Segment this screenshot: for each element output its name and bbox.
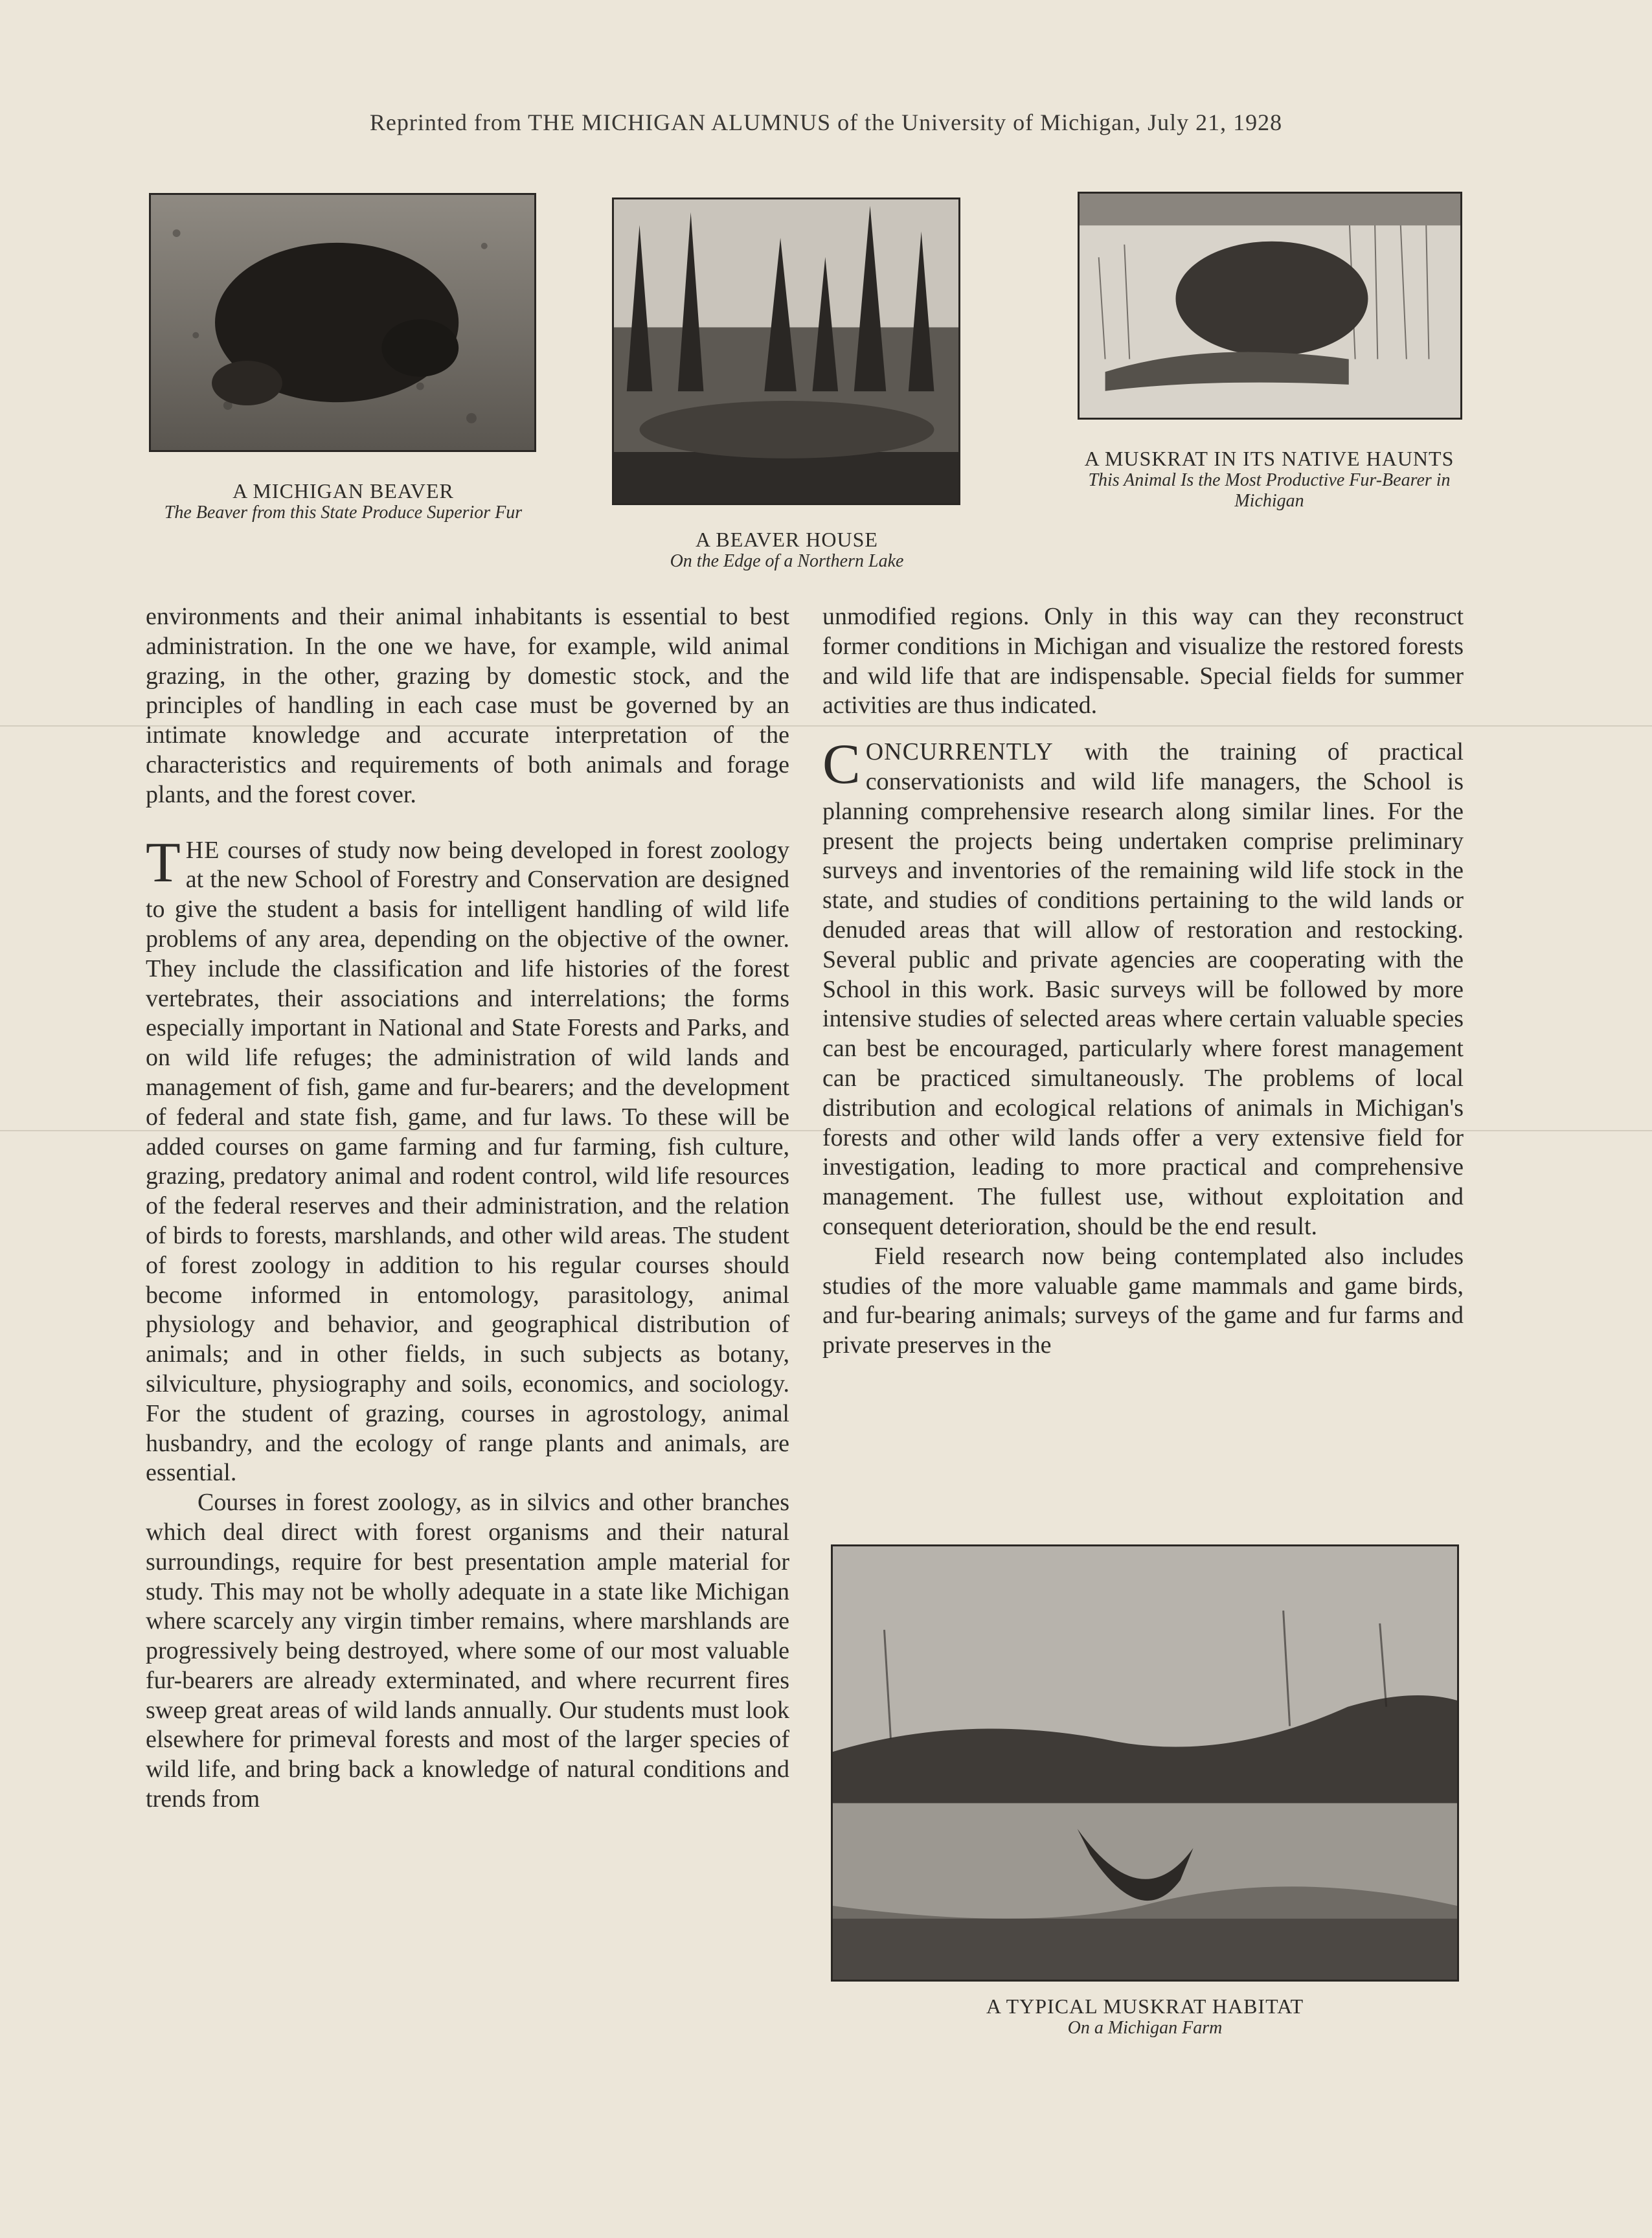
drop-cap-t: T [146,831,181,894]
small-caps-lead: HE [185,836,220,864]
muskrat-habitat-caption [831,1995,1459,2039]
right-paragraph-2-text: with the training of practical conservationists and wild life managers, the School is planning comprehensive research along similar lines. For the present the projects being undertaken comprise preliminary surveys and inventories of the remaining wild life stock in the state, and studies of conditions pertaining to the wild lands or denuded areas that will allow of restoration and restocking. Several public and private agencies are cooperating with the School in this work. Basic surveys will be followed by more intensive studies of selected areas where certain valuable species can best be encouraged, particularly where forest management can be practiced simultaneously. The problems of local distribution and ecological relations of animals in Michigan's forests and other wild lands offer a very extensive field for investigation, leading to more practical and comprehensive management. The fullest use, without exploitation and consequent deterioration, should be the end result. [822,738,1464,1240]
left-paragraph-2-text: courses of study now being developed in forest zoology at the new School of Forestry and Conservation are designed to give the student a basis for intelligent handling of wild life problems of any area, depending on the objective of the owner. They include the classification and life histories of the forest vertebrates, their associations and interrelations; the forms especially important in National and State Forests and Parks, and on wild life refuges; the administration of wild lands and management of fish, game and fur-bearers; and the development of federal and state fish, game, and fur laws. To these will be added courses on game farming and fur farming, fish culture, grazing, predatory animal and rodent control, wild life resources of the federal reserves and their administration, and the relation of birds to forests, marshlands, and other wild areas. The student of forest zoology in addition to his regular courses should become informed in entomology, parasitology, animal physiology and behavior, and geographical distribution of animals; and in other fields, in such subjects as botany, silviculture, physiography and soils, economics, and sociology. For the student of grazing, courses in agrostology, animal husbandry, and the ecology of range plants and animals, are essential. [146,836,789,1487]
left-paragraph-3: Courses in forest zoology, as in silvics and other branches which deal direct with forest organisms and their natural surroundings, require for best presentation ample material for study. This may not be wholly adequate in a state like Michigan where scarcely any virgin timber remains, where marshlands are progressively being destroyed, where some of our most valuable fur-bearers are already exterminated, and where recurrent fires sweep great areas of wild lands annually. Our students must look elsewhere for primeval forests and most of the larger species of wild life, and bring back a knowledge of natural conditions and trends from [146,1489,789,1813]
beaver-house-caption-title: A BEAVER HOUSE [696,528,878,551]
right-paragraph-3: Field research now being contemplated also includes studies of the more valuable game mammals and game birds, and fur-bearing animals; surveys of the game and fur farms and private preserves in the [822,1242,1464,1359]
beaver-caption [136,479,550,523]
muskrat-caption [1062,447,1477,512]
beaver-caption-subtitle: The Beaver from this State Produce Superior Fur [164,503,523,523]
muskrat-habitat-caption-title: A TYPICAL MUSKRAT HABITAT [986,1995,1304,2018]
right-paragraph-1: unmodified regions. Only in this way can they reconstruct former conditions in Michigan and visualize the restored forests and wild life that are indispensable. Special fields for summer activities are thus indicated. [822,603,1464,719]
muskrat-caption-title: A MUSKRAT IN ITS NATIVE HAUNTS [1084,447,1454,470]
muskrat-habitat-caption-subtitle: On a Michigan Farm [1067,2018,1223,2038]
beaver-caption-title: A MICHIGAN BEAVER [232,479,454,503]
right-paragraph-2 [822,733,1464,1242]
left-paragraph-2 [146,831,789,1489]
left-column [146,602,789,1814]
muskrat-photo [1078,192,1462,420]
drop-cap-c: C [822,733,861,797]
reprint-header: Reprinted from THE MICHIGAN ALUMNUS of the University of Michigan, July 21, 1928 [369,109,1283,135]
muskrat-habitat-photo [831,1544,1459,1982]
beaver-house-caption [602,528,971,572]
beaver-photo [149,193,536,452]
right-column [822,602,1464,1361]
left-paragraph-1: environments and their animal inhabitants is essential to best administration. In the one we have, for example, wild animal grazing, in the other, grazing by domestic stock, and the principles of handling in each case must be governed by an intimate knowledge and accurate interpretation of the characteristics and requirements of both animals and forage plants, and the forest cover. [146,603,789,808]
beaver-house-photo [612,198,960,505]
beaver-house-caption-subtitle: On the Edge of a Northern Lake [670,551,904,571]
muskrat-caption-subtitle: This Animal Is the Most Productive Fur-Bearer in Michigan [1088,470,1451,511]
small-caps-lead: ONCURRENTLY [865,738,1054,766]
